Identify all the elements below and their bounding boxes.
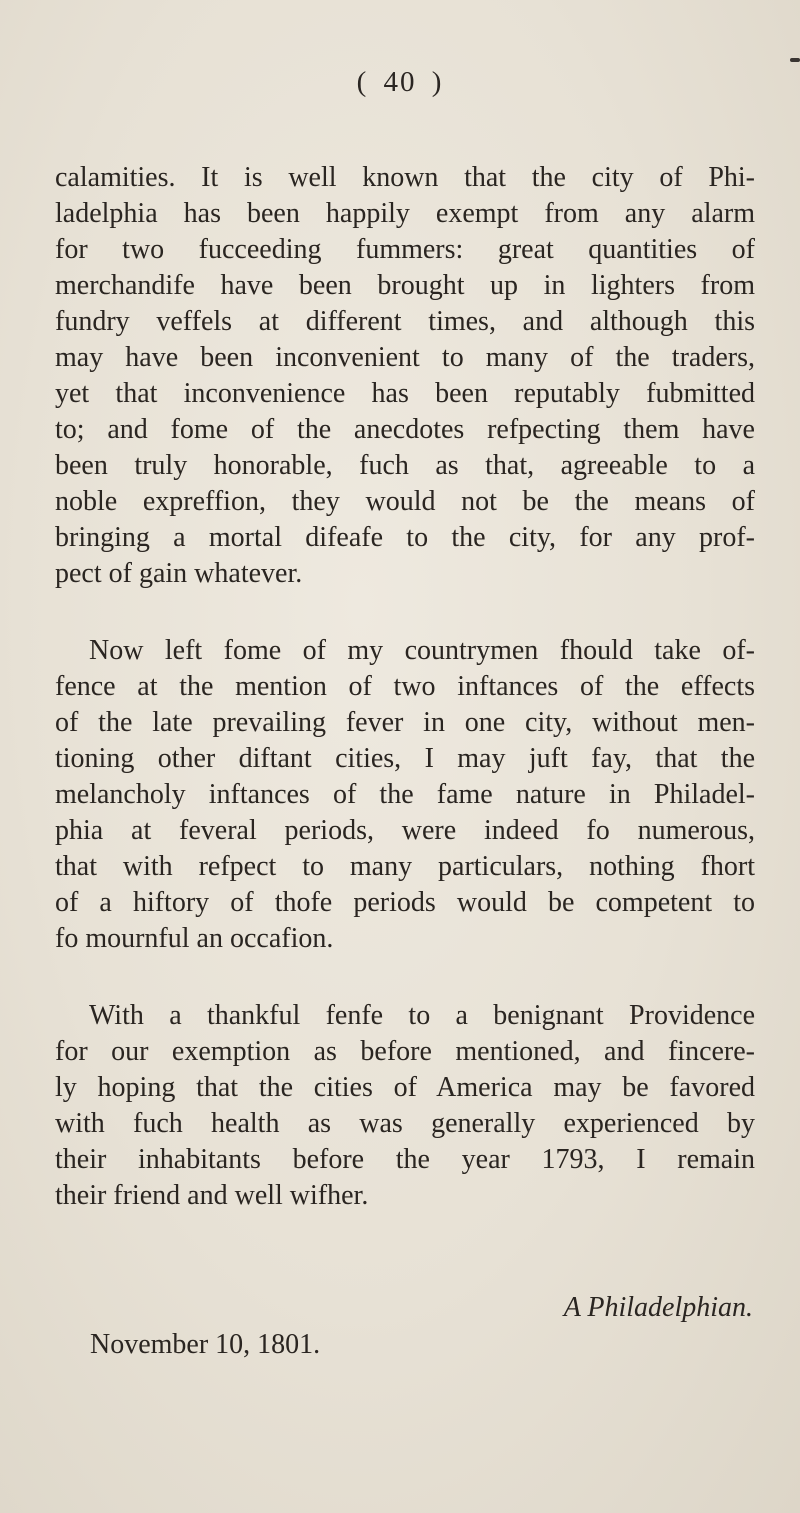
letter-date: November 10, 1801. bbox=[90, 1329, 321, 1360]
text-line: tioning other diftant cities, I may juft fay, that the bbox=[55, 743, 755, 774]
text-line: Now left fome of my countrymen fhould take of- bbox=[89, 635, 755, 666]
text-line: phia at feveral periods, were indeed fo numerous, bbox=[55, 815, 755, 846]
text-line: noble expreffion, they would not be the means of bbox=[55, 486, 755, 517]
text-line: been truly honorable, fuch as that, agreeable to a bbox=[55, 450, 755, 481]
text-line: yet that inconvenience has been reputably fubmitted bbox=[55, 378, 755, 409]
text-line: for our exemption as before mentioned, and fincere- bbox=[55, 1036, 755, 1067]
text-line: their friend and well wifher. bbox=[55, 1180, 369, 1211]
text-line: fo mournful an occafion. bbox=[55, 923, 334, 954]
text-line: With a thankful fenfe to a benignant Providence bbox=[89, 1000, 755, 1031]
text-line: their inhabitants before the year 1793, I remain bbox=[55, 1144, 755, 1175]
text-line: ladelphia has been happily exempt from any alarm bbox=[55, 198, 755, 229]
text-line: to; and fome of the anecdotes refpecting them have bbox=[55, 414, 755, 445]
text-line: calamities. It is well known that the city of Phi- bbox=[55, 162, 755, 193]
paragraph-2 bbox=[55, 633, 755, 957]
text-line: with fuch health as was generally experienced by bbox=[55, 1108, 755, 1139]
text-line: may have been inconvenient to many of the traders, bbox=[55, 342, 755, 373]
text-line: merchandife have been brought up in lighters from bbox=[55, 270, 755, 301]
text-line: ly hoping that the cities of America may be favored bbox=[55, 1072, 755, 1103]
text-line: pect of gain whatever. bbox=[55, 558, 303, 589]
text-line: fence at the mention of two inftances of the effects bbox=[55, 671, 755, 702]
text-line: bringing a mortal difeafe to the city, for any prof- bbox=[55, 522, 755, 553]
signature: A Philadelphian. bbox=[563, 1292, 753, 1323]
page-number: ( 40 ) bbox=[356, 66, 444, 98]
text-line: melancholy inftances of the fame nature in Philadel- bbox=[55, 779, 755, 810]
text-line: for two fucceeding fummers: great quantities of bbox=[55, 234, 755, 265]
paragraph-1 bbox=[55, 160, 755, 592]
text-line: fundry veffels at different times, and although this bbox=[55, 306, 755, 337]
paragraph-3 bbox=[55, 998, 755, 1214]
text-line: of the late prevailing fever in one city, without men- bbox=[55, 707, 755, 738]
text-line: that with refpect to many particulars, nothing fhort bbox=[55, 851, 755, 882]
page-edge-mark bbox=[790, 58, 800, 62]
text-line: of a hiftory of thofe periods would be competent to bbox=[55, 887, 755, 918]
